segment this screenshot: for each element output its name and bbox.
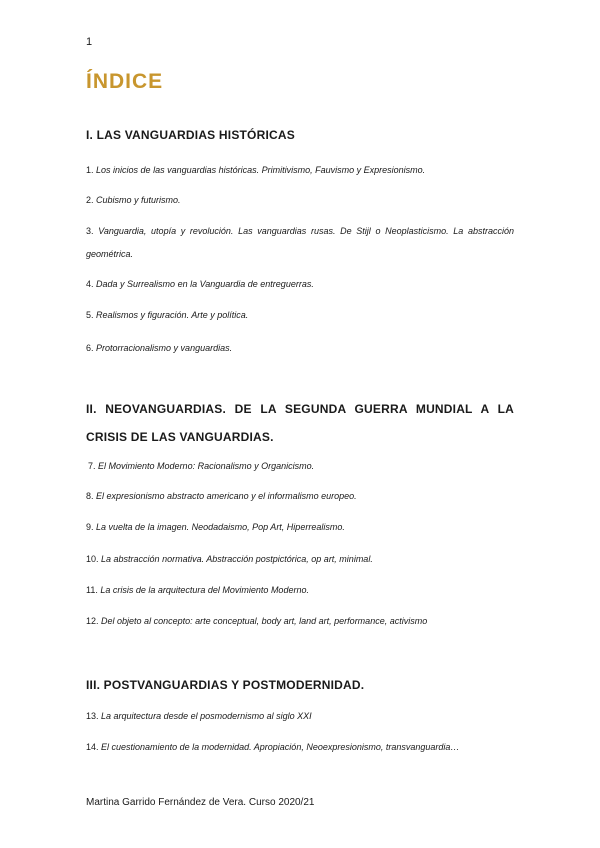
entry-text: Vanguardia, utopía y revolución. Las vanguardias rusas. De Stijl o Neoplasticismo. La abstracción geométrica. [86, 226, 514, 259]
section-heading: I. LAS VANGUARDIAS HISTÓRICAS [86, 128, 295, 142]
entry-number: 8. [86, 491, 94, 501]
entry-number: 1. [86, 165, 94, 175]
page-footer: Martina Garrido Fernández de Vera. Curso 2020/21 [86, 797, 315, 808]
entry-text: Cubismo y futurismo. [96, 195, 181, 205]
list-item [88, 455, 516, 478]
entry-number: 9. [86, 522, 94, 532]
list-item [86, 220, 514, 266]
entry-number: 7. [88, 461, 96, 471]
page-title: ÍNDICE [86, 70, 164, 93]
list-item [86, 516, 514, 539]
entry-text: Realismos y figuración. Arte y política. [96, 310, 249, 320]
entry-text: El Movimiento Moderno: Racionalismo y Organicismo. [98, 461, 315, 471]
entry-number: 3. [86, 226, 94, 236]
list-item [86, 548, 514, 571]
entry-number: 12. [86, 616, 99, 626]
entry-number: 13. [86, 711, 99, 721]
page-number: 1 [86, 36, 93, 48]
entry-text: La vuelta de la imagen. Neodadaismo, Pop Art, Hiperrealismo. [96, 522, 345, 532]
list-item [86, 579, 514, 602]
list-item [86, 273, 514, 296]
entry-text: Del objeto al concepto: arte conceptual, body art, land art, performance, activismo [101, 616, 428, 626]
entry-number: 14. [86, 742, 99, 752]
entry-number: 10. [86, 554, 99, 564]
entry-text: El cuestionamiento de la modernidad. Apropiación, Neoexpresionismo, transvanguardia… [101, 742, 460, 752]
list-item [86, 159, 514, 182]
entry-text: La abstracción normativa. Abstracción postpictórica, op art, minimal. [101, 554, 373, 564]
list-item [86, 610, 514, 633]
entry-number: 5. [86, 310, 94, 320]
entry-text: El expresionismo abstracto americano y el informalismo europeo. [96, 491, 357, 501]
list-item [86, 304, 514, 327]
section-heading: III. POSTVANGUARDIAS Y POSTMODERNIDAD. [86, 678, 365, 692]
entry-text: La crisis de la arquitectura del Movimiento Moderno. [100, 585, 309, 595]
section-heading: II. NEOVANGUARDIAS. DE LA SEGUNDA GUERRA MUNDIAL A LA CRISIS DE LAS VANGUARDIAS. [86, 402, 514, 444]
list-item [86, 705, 514, 728]
entry-text: Los inicios de las vanguardias históricas. Primitivismo, Fauvismo y Expresionismo. [96, 165, 426, 175]
entry-text: Protorracionalismo y vanguardias. [96, 343, 233, 353]
list-item [86, 337, 514, 360]
list-item [86, 189, 514, 212]
entry-number: 11. [86, 585, 98, 595]
list-item [86, 736, 514, 759]
entry-number: 2. [86, 195, 94, 205]
list-item [86, 485, 514, 508]
entry-text: Dada y Surrealismo en la Vanguardia de entreguerras. [96, 279, 314, 289]
entry-text: La arquitectura desde el posmodernismo al siglo XXI [101, 711, 312, 721]
entry-number: 6. [86, 343, 94, 353]
entry-number: 4. [86, 279, 94, 289]
